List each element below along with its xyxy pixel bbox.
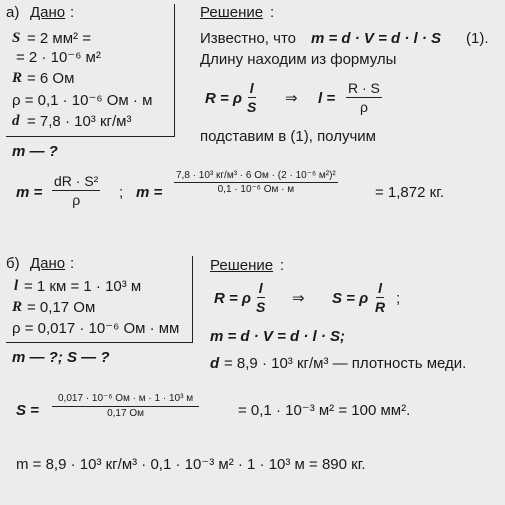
part-b-s-numerator: 0,017 · 10⁻⁶ Ом · м · 1 · 10³ м [52, 393, 199, 407]
part-a-label: а) [6, 4, 20, 21]
part-b-given-l-value: = 1 км = 1 · 10³ м [24, 278, 142, 295]
part-a-l-over-s-fraction [247, 80, 256, 115]
part-b-mass-formula: m = d · V = d · l · S; [210, 328, 346, 345]
part-a-formula-ref: (1). [466, 30, 489, 47]
part-a-m-fraction [52, 173, 100, 208]
part-a-given-rho: ρ = 0,1 · 10⁻⁶ Ом · м [12, 92, 153, 109]
part-a-find: m — ? [12, 143, 58, 160]
part-a-length-text: Длину находим из формулы [200, 51, 397, 68]
part-a-solution-heading: Решение [200, 4, 264, 21]
part-b-l-over-s-denominator: S [256, 299, 266, 315]
part-b-given-heading: Дано [30, 255, 66, 272]
part-a-l-over-s-denominator: S [247, 99, 257, 115]
part-b-given-underline [6, 342, 192, 343]
part-b-solution-heading: Решение [210, 257, 274, 274]
part-a-substitute-text: подставим в (1), получим [200, 128, 376, 145]
part-a-rs-over-rho-numerator: R · S [348, 80, 380, 96]
part-a-resistance-formula: R = ρ [205, 90, 243, 107]
part-b-s-denominator: 0,17 Ом [107, 408, 144, 419]
part-a-separator: ; [119, 184, 124, 201]
part-b-given-rho: ρ = 0,017 · 10⁻⁶ Ом · мм [12, 320, 180, 337]
part-a-l-over-s-numerator: l [249, 80, 254, 96]
part-a-m-calc-fraction [174, 170, 338, 195]
part-b-given-r-value: = 0,17 Ом [27, 299, 96, 316]
part-a-m-calc-numerator: 7,8 · 10³ кг/м³ · 6 Ом · (2 · 10⁻⁶ м²)² [176, 170, 336, 181]
part-b-label: б) [6, 255, 20, 272]
part-a-length-lhs: l = [318, 90, 336, 107]
part-b-given-colon: : [70, 255, 75, 272]
part-b-solution-colon: : [280, 257, 285, 274]
part-b-implies-arrow: ⇒ [292, 290, 305, 307]
part-a-given-divider [174, 4, 175, 137]
part-a-given-s-value: = 2 мм² = [27, 30, 91, 47]
part-b-density-value: = 8,9 · 10³ кг/м³ — плотность меди. [224, 355, 467, 372]
part-a-m-numerator: dR · S² [54, 173, 99, 189]
part-b-find: m — ?; S — ? [12, 349, 110, 366]
part-b-area-lhs: S = ρ [332, 290, 369, 307]
part-b-given-divider [192, 256, 193, 343]
part-b-formula-end: ; [396, 290, 401, 307]
part-b-l-over-s-numerator: l [258, 280, 263, 296]
part-a-given-s-si: = 2 · 10⁻⁶ м² [16, 49, 101, 66]
part-a-given-underline [6, 136, 174, 137]
part-a-m-calc-lhs: m = [136, 184, 163, 201]
part-a-m-lhs: m = [16, 184, 43, 201]
part-b-resistance-formula: R = ρ [214, 290, 252, 307]
part-b-s-fraction [52, 393, 199, 419]
part-a-solution-colon: : [270, 4, 275, 21]
part-a-m-calc-denominator: 0,1 · 10⁻⁶ Ом · м [217, 184, 295, 195]
part-b-l-over-r-denominator: R [375, 299, 386, 315]
part-b-given-r-symbol: R [12, 299, 23, 315]
part-a-rs-over-rho-denominator: ρ [359, 99, 368, 115]
part-a-result: = 1,872 кг. [375, 184, 445, 201]
part-b-s-lhs: S = [16, 402, 39, 419]
part-a-implies-arrow: ⇒ [285, 90, 298, 107]
part-b-s-result: = 0,1 · 10⁻³ м² = 100 мм². [238, 402, 411, 419]
part-a-given-r-value: = 6 Ом [27, 70, 75, 87]
part-a-m-denominator: ρ [72, 192, 81, 208]
part-a-given-d-symbol: d [12, 113, 20, 129]
part-a-known-text: Известно, что [200, 30, 296, 47]
part-b-l-over-s-fraction [256, 280, 265, 315]
part-b-mass-result: m = 8,9 · 10³ кг/м³ · 0,1 · 10⁻³ м² · 1 · 10³ м = 890 кг. [16, 456, 366, 473]
part-a-mass-formula: m = d · V = d · l · S [311, 30, 442, 47]
part-b-density-symbol: d [210, 355, 220, 372]
part-a-rs-over-rho-fraction [346, 80, 382, 115]
part-b-given-l-symbol: l [14, 278, 19, 294]
part-b-l-over-r-numerator: l [378, 280, 382, 296]
part-a-given-r-symbol: R [12, 70, 23, 86]
part-a-given-s-symbol: S [12, 30, 21, 46]
part-b-l-over-r-fraction [375, 280, 385, 315]
part-a-given-heading: Дано [30, 4, 66, 21]
part-a-given-colon: : [70, 4, 75, 21]
part-a-given-d-value: = 7,8 · 10³ кг/м³ [27, 113, 132, 130]
